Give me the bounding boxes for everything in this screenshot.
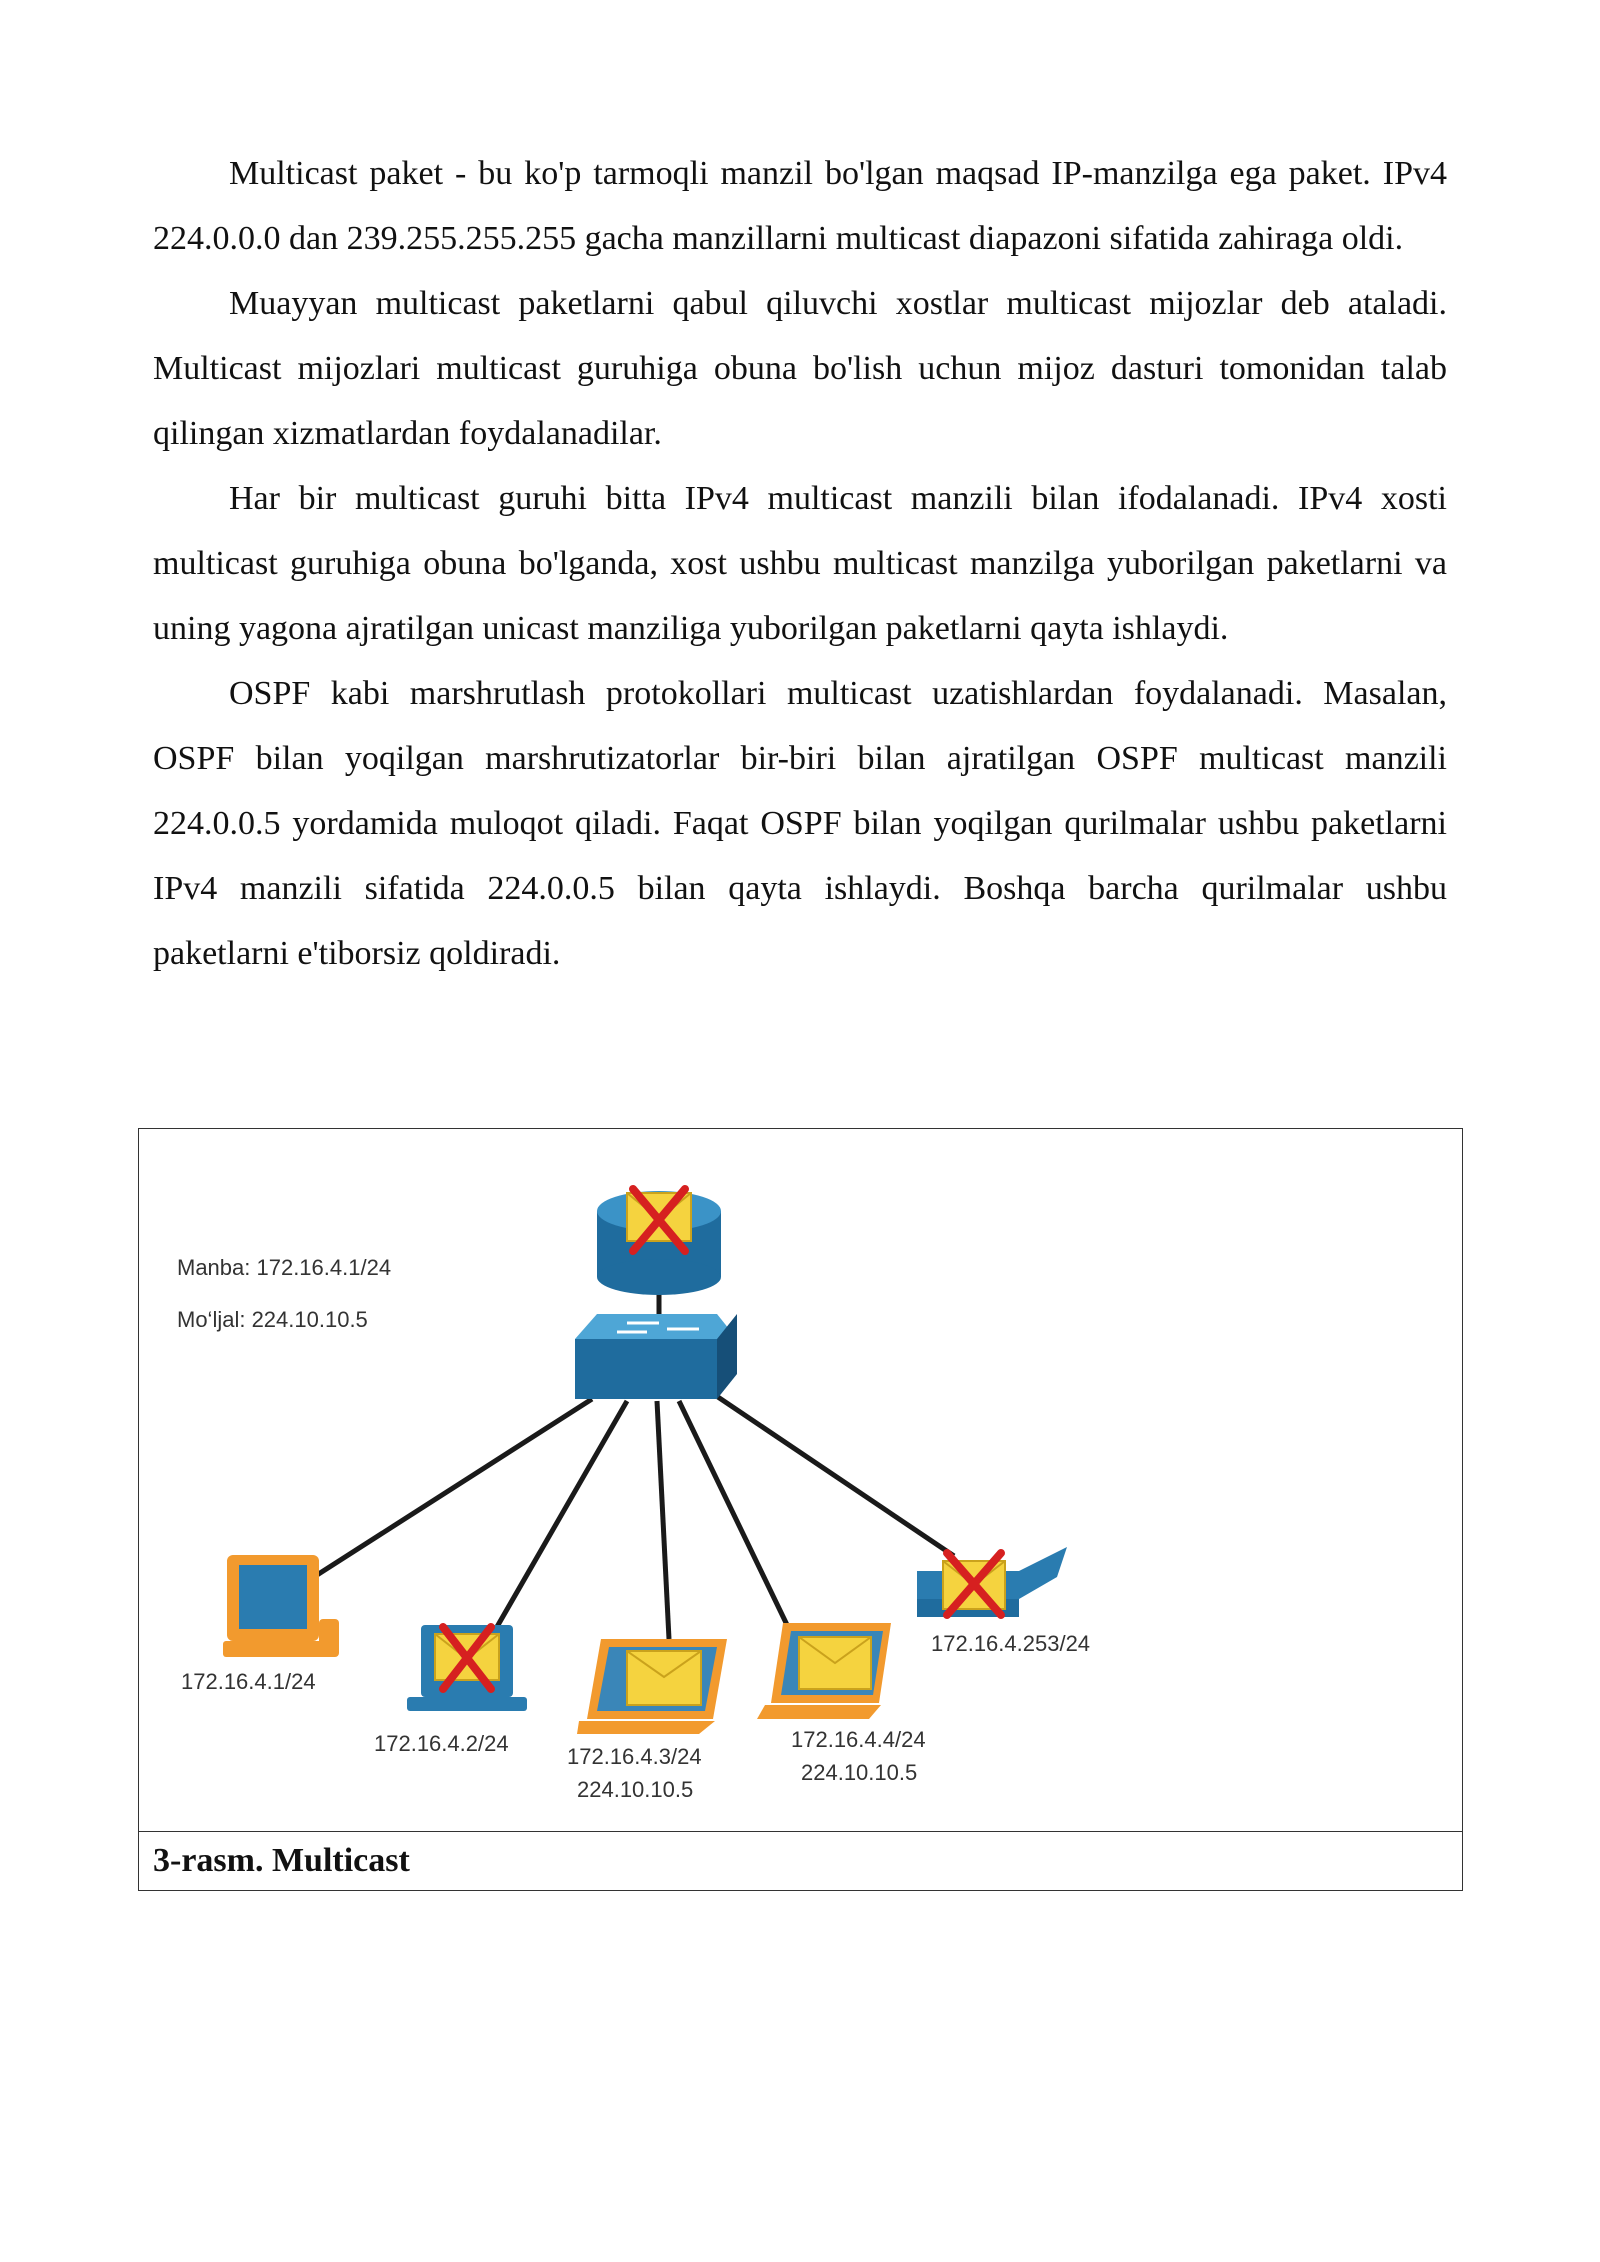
envelope-icon — [799, 1637, 871, 1689]
network-diagram — [139, 1129, 1462, 1832]
envelope-icon — [627, 1651, 701, 1705]
laptop2-icon — [757, 1623, 891, 1719]
destination-label: Mo‘ljal: 224.10.10.5 — [177, 1307, 368, 1332]
laptop1-ip-label: 172.16.4.3/24 — [567, 1744, 702, 1769]
paragraph: Har bir multicast guruhi bitta IPv4 multicast manzili bilan ifodalanadi. IPv4 xosti multicast guruhiga obuna bo'lganda, xost ushbu multicast manzilga yuborilgan paketlarni va uning yagona ajratilgan unicast manziliga yuborilgan paketlarni qayta ishlaydi. — [153, 480, 1447, 647]
laptop2-group-label: 224.10.10.5 — [801, 1760, 918, 1785]
phone-ip-label: 172.16.4.253/24 — [931, 1631, 1091, 1656]
paragraph: Multicast paket - bu ko'p tarmoqli manzil bo'lgan maqsad IP-manzilga ega paket. IPv4 224.0.0.0 dan 239.255.255.255 gacha manzillarni multicast diapazoni sifatida zahiraga oldi. — [153, 155, 1447, 257]
ip-phone-icon — [917, 1547, 1067, 1617]
source-label: Manba: 172.16.4.1/24 — [177, 1255, 392, 1280]
paragraph: Muayyan multicast paketlarni qabul qiluvchi xostlar multicast mijozlar deb ataladi. Multicast mijozlari multicast guruhiga obuna bo'lish uchun mijoz dasturi tomonidan talab qilingan xizmatlardan foydalanadilar. — [153, 285, 1447, 452]
pc2-ip-label: 172.16.4.2/24 — [374, 1731, 509, 1756]
switch-icon — [575, 1314, 737, 1399]
figure — [138, 1128, 1463, 1891]
diagram-canvas — [139, 1129, 1461, 1829]
pc2-icon — [407, 1625, 527, 1711]
link-laptop1 — [657, 1401, 669, 1639]
pc1-ip-label: 172.16.4.1/24 — [181, 1669, 316, 1694]
laptop2-ip-label: 172.16.4.4/24 — [791, 1727, 926, 1752]
router-icon — [597, 1189, 721, 1295]
link-phone — [709, 1391, 954, 1556]
text-body — [153, 141, 1447, 986]
figure-caption: 3-rasm. Multicast — [153, 1842, 410, 1879]
link-pc1 — [317, 1399, 592, 1575]
paragraph: OSPF kabi marshrutlash protokollari multicast uzatishlardan foydalanadi. Masalan, OSPF bilan yoqilgan marshrutizatorlar bir-biri bilan ajratilgan OSPF multicast manzili 224.0.0.5 yordamida muloqot qiladi. Faqat OSPF bilan yoqilgan qurilmalar ushbu paketlarni IPv4 manzili sifatida 224.0.0.5 bilan qayta ishlaydi. Boshqa barcha qurilmalar ushbu paketlarni e'tiborsiz qoldiradi. — [153, 675, 1447, 972]
laptop1-group-label: 224.10.10.5 — [577, 1777, 694, 1802]
laptop1-icon — [577, 1639, 727, 1734]
link-pc2 — [494, 1401, 627, 1632]
